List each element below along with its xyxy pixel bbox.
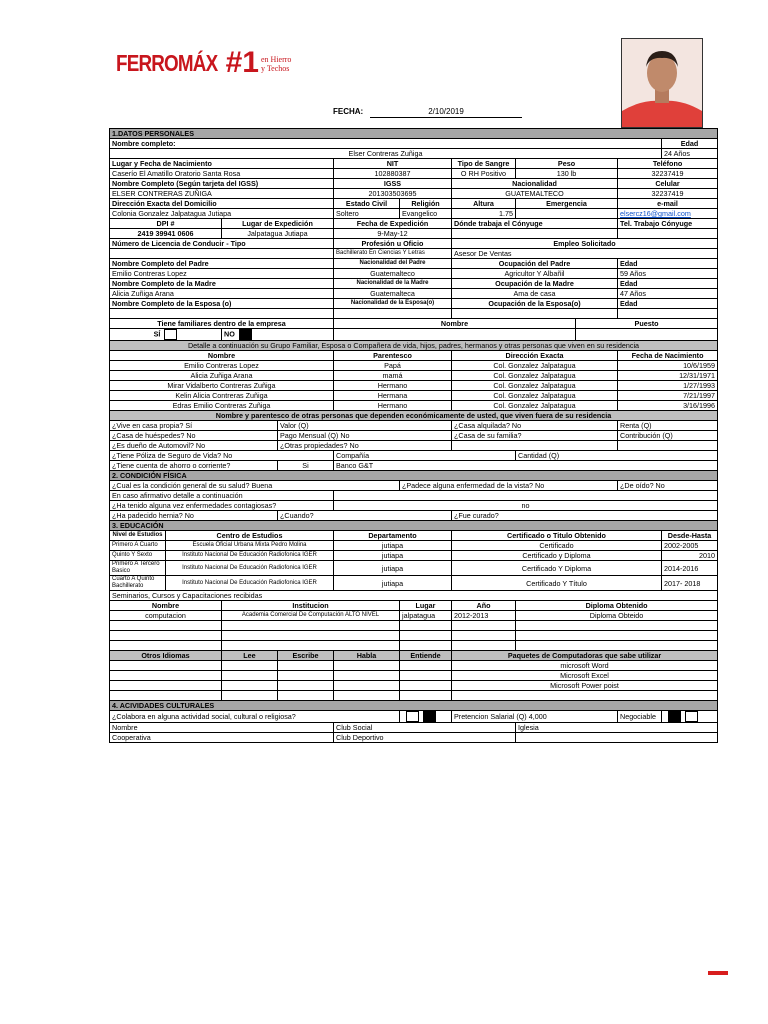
edu-cell[interactable]: jutiapa [334,561,452,576]
paquete-cell[interactable]: Microsoft Excel [452,671,718,681]
edu-cell[interactable]: Instituto Nacional De Educación Radiofonica IGER [166,576,334,591]
field-familiar-nombre[interactable] [334,329,576,341]
pretencion[interactable]: Pretencion Salarial (Q) 4,000 [452,711,618,723]
field-nombre-actividad[interactable]: Nombre [110,723,334,733]
label: Nombre [334,319,576,329]
familiares-si-option[interactable]: SÍ [110,329,222,341]
idioma-cell[interactable] [278,661,334,671]
field-esposa-nac[interactable] [334,309,452,319]
familia-cell[interactable]: Col. Gonzalez Jalpatagua [452,401,618,411]
label: Altura [452,199,516,209]
familia-cell[interactable]: Hermano [334,401,452,411]
sem-cell[interactable] [222,631,400,641]
idioma-cell[interactable] [400,661,452,671]
edu-cell[interactable]: 2010 [662,551,718,561]
col-header: Centro de Estudios [166,531,334,541]
dependen-title: Nombre y parentesco de otras personas que dependen económicamente de usted, que viven fuera de su residencia [110,411,718,421]
edu-cell[interactable]: Instituto Nacional De Educación Radiofonica IGER [166,551,334,561]
q-casa-propia[interactable]: ¿Vive en casa propia? Sí [110,421,278,431]
field-estado-civil[interactable]: Soltero [334,209,400,219]
edu-cell[interactable]: Certificado [452,541,662,551]
edu-cell[interactable]: Primero A Cuarto [110,541,166,551]
field-esposa-ocup[interactable] [452,309,618,319]
col-header: Paquetes de Computadoras que sabe utilizar [452,651,718,661]
idioma-cell[interactable] [334,691,400,701]
edu-cell[interactable]: Primero A Tercero Basico [110,561,166,576]
label: Tiene familiares dentro de la empresa [110,319,334,329]
edu-cell[interactable]: 2017- 2018 [662,576,718,591]
idioma-cell[interactable] [110,671,222,681]
sem-cell[interactable] [400,621,452,631]
col-header: Certificado o Titulo Obtenido [452,531,662,541]
field-detalle[interactable] [334,491,718,501]
field-direccion[interactable]: Colonia Gonzalez Jalpatagua Jutiapa [110,209,334,219]
familia-cell[interactable]: Alicia Zuñiga Arana [110,371,334,381]
field-expedicion[interactable]: Jalpatagua Jutiapa [222,229,334,239]
familia-cell[interactable]: Col. Gonzalez Jalpatagua [452,371,618,381]
familia-cell[interactable]: Mirar Vidalberto Contreras Zuñiga [110,381,334,391]
col-header: Escribe [278,651,334,661]
sem-cell[interactable] [222,621,400,631]
idioma-cell[interactable] [334,681,400,691]
label: Lugar de Expedición [222,219,334,229]
field-conyuge-tel[interactable] [618,229,718,239]
field-edad[interactable]: 24 Años [662,149,718,159]
q-casa-alquilada[interactable]: ¿Casa alquilada? No [452,421,618,431]
familia-cell[interactable]: 3/16/1996 [618,401,718,411]
q-hernia[interactable]: ¿Ha padecido hernia? No [110,511,278,521]
field-sangre[interactable]: O RH Positivo [452,169,516,179]
idioma-cell[interactable] [110,691,222,701]
familia-cell[interactable]: mamá [334,371,452,381]
q-contribucion[interactable]: Contribución (Q) [618,431,718,441]
label: Tipo de Sangre [452,159,516,169]
label: Religión [400,199,452,209]
field-padre-ocup[interactable]: Agricultor Y Albañil [452,269,618,279]
col-header: Dirección Exacta [452,351,618,361]
label: Nombre Completo de la Esposa (o) [110,299,334,309]
label: Lugar y Fecha de Nacimiento [110,159,334,169]
col-header: Fecha de Nacimiento [618,351,718,361]
q-cantidad[interactable]: Cantidad (Q) [516,451,718,461]
label: Número de Licencia de Conducir - Tipo [110,239,334,249]
label: DPI # [110,219,222,229]
q-detalle: En caso afirmativo detalle a continuación [110,491,334,501]
familia-cell[interactable]: 7/21/1997 [618,391,718,401]
col-header: Entiende [400,651,452,661]
sem-cell[interactable] [516,621,718,631]
sem-cell[interactable] [452,621,516,631]
familia-cell[interactable]: 1/27/1993 [618,381,718,391]
col-header: Otros Idiomas [110,651,222,661]
q-contagiosas: ¿Ha tenido alguna vez enfermedades contagiosas? [110,501,334,511]
label: Ocupación del Padre [452,259,618,269]
field-nit[interactable]: 102880387 [334,169,452,179]
label: Fecha de Expedición [334,219,452,229]
q-cuando[interactable]: ¿Cuando? [278,511,452,521]
paquete-cell[interactable]: microsoft Word [452,661,718,671]
label: IGSS [334,179,452,189]
sem-cell[interactable] [452,631,516,641]
q-vista[interactable]: ¿Padece alguna enfermedad de la vista? No [400,481,618,491]
label: Teléfono [618,159,718,169]
field-fecha-expedicion[interactable]: 9-May-12 [334,229,452,239]
sem-cell[interactable]: Academia Comercial De Computación ALTO NIVEL [222,611,400,621]
edu-cell[interactable]: jutiapa [334,551,452,561]
checkbox-no[interactable] [685,711,698,722]
section-cultural: 4. ACIVIDADES CULTURALES [110,701,718,711]
familia-cell[interactable]: 12/31/1971 [618,371,718,381]
familia-cell[interactable]: Emilio Contreras Lopez [110,361,334,371]
q-propiedades[interactable]: ¿Otras propiedades? No [278,441,452,451]
label: Emergencia [516,199,618,209]
label: Celular [618,179,718,189]
label: Nacionalidad de la Esposa(o) [334,299,452,309]
logo-tagline: en Hierro y Techos [261,55,292,73]
idioma-cell[interactable] [222,681,278,691]
sem-cell[interactable] [222,641,400,651]
label: Peso [516,159,618,169]
edu-cell[interactable]: jutiapa [334,576,452,591]
checkbox-si[interactable] [164,329,177,340]
idioma-cell[interactable] [278,681,334,691]
familia-cell[interactable]: Hermano [334,381,452,391]
negociable-options[interactable] [662,711,718,723]
paquete-cell[interactable] [452,691,718,701]
label: Dónde trabaja el Cónyuge [452,219,618,229]
edu-cell[interactable]: Escuela Oficial Urbana Mixta Pedro Molina [166,541,334,551]
q-casa-familia[interactable]: ¿Casa de su familia? [452,431,618,441]
col-header: Lee [222,651,278,661]
field-padre[interactable]: Emilio Contreras Lopez [110,269,334,279]
q-poliza[interactable]: ¿Tiene Póliza de Seguro de Vida? No [110,451,334,461]
edu-cell[interactable]: 2014-2016 [662,561,718,576]
sem-cell[interactable] [400,641,452,651]
q-compania[interactable]: Compañía [334,451,516,461]
field-padre-nac[interactable]: Guatemalteco [334,269,452,279]
logo-brand: FERROMÁX [116,50,218,76]
label: Empleo Solicitado [452,239,718,249]
label: Puesto [576,319,718,329]
field-religion[interactable]: Evangelico [400,209,452,219]
q-cuenta[interactable]: ¿Tiene cuenta de ahorro o corriente? [110,461,278,471]
label: Dirección Exacta del Domicilio [110,199,334,209]
field-club-deportivo[interactable]: Club Deportivo [334,733,516,743]
edu-cell[interactable]: Cuarto A Quinto Bachillerato [110,576,166,591]
label: Nombre Completo de la Madre [110,279,334,289]
familiares-no-option[interactable]: NO [222,329,334,341]
red-marker [708,971,728,975]
edu-cell[interactable]: Certificado Y Diploma [452,561,662,576]
edu-cell[interactable]: 2002-2005 [662,541,718,551]
blank [516,733,718,743]
sem-cell[interactable] [110,621,222,631]
field-nombre[interactable]: Elser Contreras Zuñiga [110,149,662,159]
edu-cell[interactable]: Certificado Y Título [452,576,662,591]
q-valor[interactable]: Valor (Q) [278,421,452,431]
label: Nacionalidad del Padre [334,259,452,269]
idioma-cell[interactable] [334,671,400,681]
idioma-cell[interactable] [110,681,222,691]
familia-cell[interactable]: Col. Gonzalez Jalpatagua [452,381,618,391]
label: Edad [618,259,718,269]
q-oido[interactable]: ¿De oído? No [618,481,718,491]
idioma-cell[interactable] [222,661,278,671]
paquete-cell[interactable]: Microsoft Power poist [452,681,718,691]
col-header: Parentesco [334,351,452,361]
familia-cell[interactable]: Kelin Alicia Contreras Zuñiga [110,391,334,401]
familia-title: Detalle a continuación su Grupo Familiar, Esposa o Compañera de vida, hijos, padres, hermanos y otras personas que viven en su residencia [110,341,718,351]
idioma-cell[interactable] [400,671,452,681]
edu-cell[interactable]: Instituto Nacional De Educación Radiofonica IGER [166,561,334,576]
idioma-cell[interactable] [400,681,452,691]
familia-cell[interactable]: 10/6/1959 [618,361,718,371]
checkbox-si[interactable] [406,711,419,722]
field-madre-ocup[interactable]: Ama de casa [452,289,618,299]
familia-cell[interactable]: Col. Gonzalez Jalpatagua [452,391,618,401]
familia-cell[interactable]: Hermana [334,391,452,401]
field-esposa[interactable] [110,309,334,319]
negociable: Negociable [618,711,662,723]
q-colabora: ¿Colabora en alguna actividad social, cultural o religiosa? [110,711,400,723]
field-padre-edad[interactable]: 59 Años [618,269,718,279]
idioma-cell[interactable] [222,691,278,701]
fecha-label: FECHA: [333,107,364,116]
company-logo [116,46,292,80]
idioma-cell[interactable] [222,671,278,681]
field-conyuge-trabajo[interactable] [452,229,618,239]
label: Nacionalidad de la Madre [334,279,452,289]
idioma-cell[interactable] [400,691,452,701]
q-cuenta-value[interactable]: Si [278,461,334,471]
field-madre[interactable]: Alicia Zuñiga Arana [110,289,334,299]
field-club-social[interactable]: Club Social [334,723,516,733]
applicant-photo [621,38,703,128]
idioma-cell[interactable] [334,661,400,671]
section-educacion: 3. EDUCACIÓN [110,521,718,531]
field-email[interactable]: elsercz16@gmail.com [618,209,718,219]
field-licencia[interactable] [110,249,334,259]
q-curado[interactable]: ¿Fue curado? [452,511,718,521]
field-familiar-puesto[interactable] [576,329,718,341]
edu-cell[interactable]: Certificado y Diploma [452,551,662,561]
field-igss-name[interactable]: ELSER CONTRERAS ZUÑIGA [110,189,334,199]
field-telefono[interactable]: 32237419 [618,169,718,179]
col-header: Departamento [334,531,452,541]
label: Ocupación de la Madre [452,279,618,289]
edu-cell[interactable]: Quinto Y Sexto [110,551,166,561]
section-salud: 2. CONDICIÓN FÍSICA [110,471,718,481]
col-header: Lugar [400,601,452,611]
blank [618,441,718,451]
sem-cell[interactable] [110,641,222,651]
label: NIT [334,159,452,169]
col-header: Año [452,601,516,611]
blank [452,441,618,451]
field-profesion[interactable]: Bachillerato En Ciencias Y Letras [334,249,452,259]
field-madre-nac[interactable]: Guatemalteca [334,289,452,299]
idioma-cell[interactable] [278,691,334,701]
field-cooperativa[interactable]: Cooperativa [110,733,334,743]
checkbox-no[interactable] [423,711,436,722]
familia-cell[interactable]: Edras Emilio Contreras Zuñiga [110,401,334,411]
familia-cell[interactable]: Papá [334,361,452,371]
col-header: Nombre [110,601,222,611]
sem-cell[interactable]: computacion [110,611,222,621]
idioma-cell[interactable] [110,661,222,671]
sem-cell[interactable] [110,631,222,641]
sem-cell[interactable]: 2012-2013 [452,611,516,621]
col-header: Institucion [222,601,400,611]
label: Edad [618,299,718,309]
field-celular[interactable]: 32237419 [618,189,718,199]
label: Edad [618,279,718,289]
field-dpi[interactable]: 2419 39941 0606 [110,229,222,239]
label: Profesión u Oficio [334,239,452,249]
field-empleo[interactable]: Asesor De Ventas [452,249,718,259]
field-lugar[interactable]: Caserío El Amatillo Oratorio Santa Rosa [110,169,334,179]
q-renta[interactable]: Renta (Q) [618,421,718,431]
sem-cell[interactable]: jalpatagua [400,611,452,621]
col-header: Nombre [110,351,334,361]
section-personal: 1.DATOS PERSONALES [110,129,718,139]
checkbox-no[interactable] [239,329,252,340]
field-nacionalidad[interactable]: GUATEMALTECO [452,189,618,199]
q-huespedes[interactable]: ¿Casa de huéspedes? No [110,431,278,441]
field-peso[interactable]: 130 lb [516,169,618,179]
label: e-mail [618,199,718,209]
field-emergencia[interactable] [516,209,618,219]
sem-cell[interactable]: Diploma Obteido [516,611,718,621]
idioma-cell[interactable] [278,671,334,681]
q-pago[interactable]: Pago Mensual (Q) No [278,431,452,441]
label: Edad [662,139,718,149]
edu-cell[interactable]: jutiapa [334,541,452,551]
label: Tel. Trabajo Cónyuge [618,219,718,229]
sem-cell[interactable] [516,641,718,651]
col-header: Diploma Obtenido [516,601,718,611]
label: Ocupación de la Esposa(o) [452,299,618,309]
colabora-options[interactable] [400,711,452,723]
seminarios-title: Seminarios, Cursos y Capacitaciones recibidas [110,591,718,601]
q-automovil[interactable]: ¿Es dueño de Automovil? No [110,441,278,451]
q-banco[interactable]: Banco G&T [334,461,718,471]
field-madre-edad[interactable]: 47 Años [618,289,718,299]
label: Nombre completo: [110,139,662,149]
sem-cell[interactable] [400,631,452,641]
familia-cell[interactable]: Col. Gonzalez Jalpatagua [452,361,618,371]
checkbox-si[interactable] [668,711,681,722]
fecha-field[interactable]: 2/10/2019 [370,107,522,118]
field-contagiosas[interactable]: no [334,501,718,511]
col-header: Habla [334,651,400,661]
sem-cell[interactable] [452,641,516,651]
field-esposa-edad[interactable] [618,309,718,319]
field-igss[interactable]: 201303503695 [334,189,452,199]
logo-number: #1 [225,46,259,79]
label: Nombre Completo del Padre [110,259,334,269]
col-header: Nivel de Estudios [110,531,166,541]
sem-cell[interactable] [516,631,718,641]
q-salud[interactable]: ¿Cual es la condición general de su salud? Buena [110,481,400,491]
application-form [109,128,718,743]
col-header: Desde-Hasta [662,531,718,541]
field-iglesia[interactable]: Iglesia [516,723,718,733]
label: Nacionalidad [452,179,618,189]
label: Nombre Completo (Según tarjeta del IGSS) [110,179,334,189]
field-altura[interactable]: 1.75 [452,209,516,219]
label: Estado Civil [334,199,400,209]
